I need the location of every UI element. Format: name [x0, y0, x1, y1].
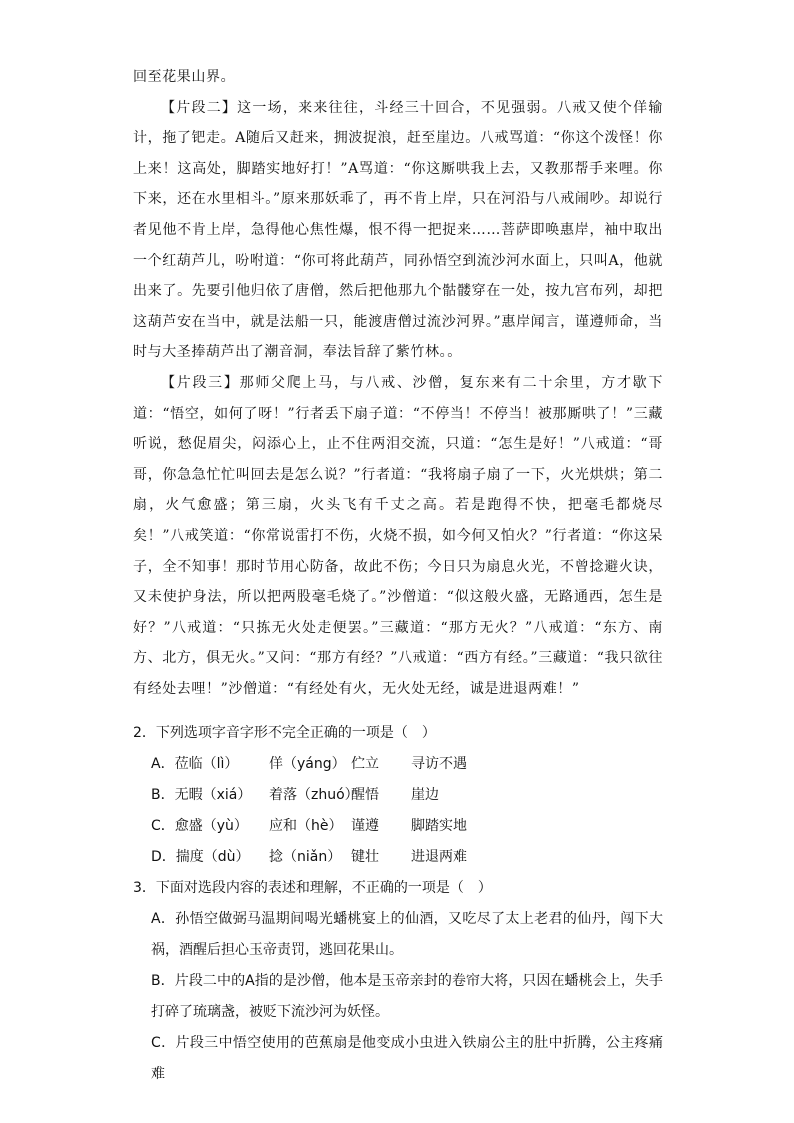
- question-3-option-c: C．片段三中悟空使用的芭蕉扇是他变成小虫进入铁扇公主的肚中折腾，公主疼痛难: [151, 1035, 663, 1082]
- question-2-title: 2．下列选项字音字形不完全正确的一项是（ ）: [133, 725, 436, 741]
- option-b-item-4: 崖边: [411, 787, 439, 803]
- passage-fragment-3: 【片段三】那师父爬上马，与八戒、沙僧，复东来有二十余里，方才歇下道：“悟空，如何了呀！”行者丢下扇子道：“不停当！不停当！被那厮哄了！”三藏听说，愁促眉尖，闷添心上，止不住两泪交流，只道：“怎生是好！”八戒道：“哥哥，你急急忙忙叫回去是怎么说？”行者道：“我将扇子扇了一下，火光烘烘；第二扇，火气愈盛；第三扇，火头飞有千丈之高。若是跑得不快，把毫毛都烧尽矣！”八戒笑道：“你常说雷打不伤，火烧不损，如今何又怕火？”行者道：“你这呆子，全不知事！那时节用心防备，故此不伤；今日只为扇息火光，不曾捻避火诀，又未使护身法，所以把两股毫毛烧了。”沙僧道：“似这般火盛，无路通西，怎生是好？”八戒道：“只拣无火处走便罢。”三藏道：“那方无火？”八戒道：“东方、南方、北方，俱无火。”又问：“那方有经？”八戒道：“西方有经。”三藏道：“我只欲往有经处去哩！”沙僧道：“有经处有火，无火处无经，诚是进退两难！”: [133, 374, 663, 697]
- option-b-item-1: B．无暇（xiá）: [151, 787, 252, 803]
- question-2-option-b: [151, 780, 663, 811]
- option-c-item-2: 应和（hè）: [269, 818, 343, 834]
- option-b-item-2: 着落（zhuó）: [269, 787, 359, 803]
- question-3-title: 3．下面对选段内容的表述和理解，不正确的一项是（ ）: [133, 880, 492, 896]
- option-c-item-4: 脚踏实地: [411, 818, 467, 834]
- question-2-option-d: [151, 842, 663, 873]
- option-d-item-4: 进退两难: [411, 849, 467, 865]
- question-3-option-a: A．孙悟空做弼马温期间喝光蟠桃宴上的仙酒，又吃尽了太上老君的仙丹，闯下大祸，酒醒后担心玉帝责罚，逃回花果山。: [151, 911, 663, 958]
- question-3-option-b: B．片段二中的A指的是沙僧，他本是玉帝亲封的卷帘大将，只因在蟠桃会上，失手打碎了琉璃盏，被贬下流沙河为妖怪。: [151, 973, 663, 1020]
- option-a-item-3: 伫立: [351, 756, 379, 772]
- reading-passage: [133, 62, 663, 704]
- option-a-item-1: A．莅临（lì）: [151, 756, 239, 772]
- question-2-option-a: [151, 749, 663, 780]
- option-d-item-1: D．揣度（dù）: [151, 849, 250, 865]
- questions-section: [133, 718, 663, 1090]
- passage-fragment-2: 【片段二】这一场，来来往往，斗经三十回合，不见强弱。八戒又使个佯输计，拖了钯走。A随后又赶来，拥波捉浪，赶至崖边。八戒骂道：“你这个泼怪！你上来！这高处，脚踏实地好打！”A骂道：“你这厮哄我上去，又教那帮手来哩。你下来，还在水里相斗。”原来那妖乖了，再不肯上岸，只在河沿与八戒闹吵。却说行者见他不肯上岸，急得他心焦性爆，恨不得一把捉来……菩萨即唤惠岸，袖中取出一个红葫芦儿，吩咐道：“你可将此葫芦，同孙悟空到流沙河水面上，只叫A，他就出来了。先要引他归依了唐僧，然后把他那九个骷髅穿在一处，按九宫布列，却把这葫芦安在当中，就是法船一只，能渡唐僧过流沙河界。”惠岸闻言，谨遵师命，当时与大圣捧葫芦出了潮音洞，奉法旨辞了紫竹林。。: [133, 99, 663, 361]
- option-c-item-1: C．愈盛（yù）: [151, 818, 248, 834]
- option-b-item-3: 醒悟: [351, 787, 379, 803]
- passage-lead-in: 回至花果山界。: [133, 69, 236, 85]
- option-d-item-2: 捻（niǎn）: [269, 849, 342, 865]
- option-c-item-3: 谨遵: [351, 818, 379, 834]
- option-d-item-3: 键壮: [351, 849, 379, 865]
- option-a-item-4: 寻访不遇: [411, 756, 467, 772]
- option-a-item-2: 佯（yáng）: [269, 756, 346, 772]
- question-2-option-c: [151, 811, 663, 842]
